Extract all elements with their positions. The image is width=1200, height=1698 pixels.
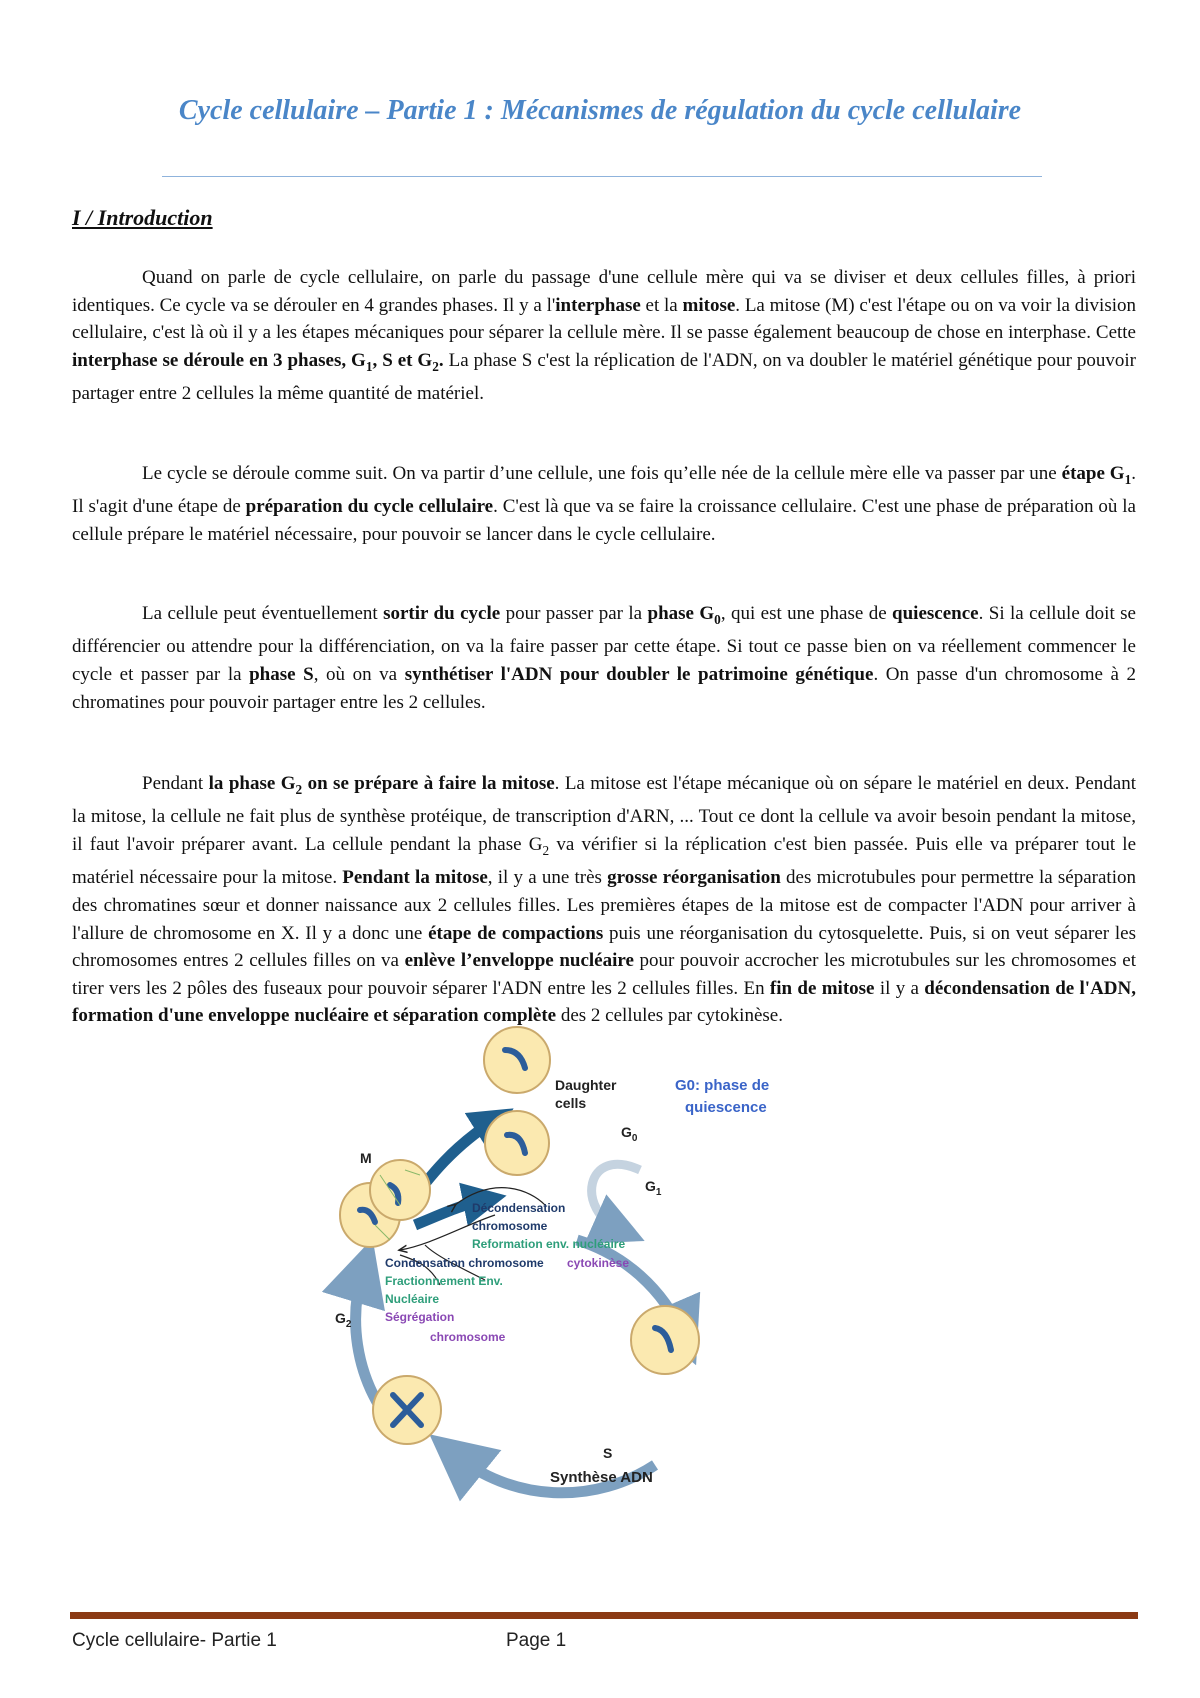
label-g0: $G_0$ (621, 1124, 638, 1144)
text-run: enlève l’enveloppe nucléaire (404, 950, 634, 972)
decondensation-label-2: chromosome (472, 1219, 548, 1233)
text-run: interphase (555, 294, 641, 316)
text-run: 2 (432, 358, 439, 374)
text-run: et la (640, 294, 683, 316)
text-run: . C'est là que va se faire la croissance cellulaire. C'est une phase de préparation où la cellule prépare le matériel nécessaire, pour pouvoir se lancer dans le cycle cellulaire. (72, 496, 1136, 545)
document-title: Cycle cellulaire – Partie 1 : Mécanismes de régulation du cycle cellulaire (178, 95, 1022, 126)
text-run: phase G (647, 603, 715, 624)
text-run: des microtubules pour permettre la séparation des chromatines sœur et donner naissance aux 2 cellules filles. Les premières étapes de la mitose est de compacter l'ADN pour arriver à l'allure de chromosome en X. Il y a donc une (72, 867, 1136, 944)
text-run: on se prépare à faire la mitose (302, 773, 555, 794)
decondensation-label: Décondensation (472, 1201, 566, 1215)
text-run: . (438, 349, 444, 371)
text-run: Pendant la mitose (342, 867, 488, 889)
text-run: , il y a une très (487, 867, 608, 889)
segregation-label: Ségrégation (385, 1310, 455, 1324)
g0-loop-arrow (592, 1164, 640, 1230)
footer-title: Cycle cellulaire- Partie 1 (72, 1630, 277, 1651)
text-run: La cellule peut éventuellement (142, 603, 384, 624)
text-run: grosse réorganisation (607, 867, 781, 889)
paragraph-text (72, 264, 1136, 408)
footer-divider (70, 1612, 1138, 1619)
daughter-cells-label-2: cells (555, 1095, 587, 1111)
daughter-cell-bottom (485, 1111, 549, 1175)
paragraph-text (72, 460, 1136, 549)
cytokinese-label: cytokinèse (567, 1256, 630, 1270)
text-run: pour passer par la (500, 603, 648, 624)
paragraph-text (72, 600, 1136, 716)
text-run: mitose (682, 294, 736, 316)
text-run: , S et G (372, 349, 433, 371)
text-run: . La mitose (M) c'est l'étape ou on va voir la division cellulaire, c'est là où il y a les étapes mécaniques pour séparer la cellule mère. Il se passe également beaucoup de chose en interphase. Cette (72, 294, 1136, 344)
text-run: 1 (1124, 471, 1132, 487)
text-run: 2 (542, 842, 550, 858)
fractionnement-label: Fractionnement Env. (385, 1274, 503, 1288)
reformation-label: Reformation env. nucléaire (472, 1237, 626, 1251)
label-s: S (603, 1445, 613, 1461)
g2-cell (373, 1376, 441, 1444)
text-run: interphase se déroule en 3 phases, G (72, 349, 366, 371)
synthese-label: Synthèse ADN (550, 1469, 653, 1486)
fractionnement-label-2: Nucléaire (385, 1292, 440, 1306)
text-run: synthétiser l'ADN pour doubler le patrimoine génétique (404, 663, 874, 685)
text-run: quiescence (892, 603, 979, 624)
text-run: des 2 cellules par cytokinèse. (556, 1005, 783, 1027)
g0-note-2: quiescence (685, 1099, 767, 1116)
mitosis-cell (340, 1160, 430, 1247)
text-run: sortir du cycle (383, 603, 501, 624)
page-number: Page 1 (506, 1630, 567, 1651)
text-run: 1 (365, 358, 373, 374)
paragraph-4 (72, 770, 1136, 1030)
label-m: M (360, 1150, 372, 1166)
text-run: Pendant (142, 773, 209, 794)
segregation-label-2: chromosome (430, 1330, 506, 1344)
text-run: étape G (1061, 463, 1125, 484)
section-heading: I / Introduction (72, 205, 213, 230)
daughter-cells-label: Daughter (555, 1077, 617, 1093)
paragraph-text (72, 770, 1136, 1030)
cell-cycle-diagram (335, 1077, 865, 1595)
text-run: , où on va (313, 663, 405, 685)
text-run: La phase S c'est la réplication de l'ADN, on va doubler le matériel génétique pour pouvoir partager entre 2 cellules la même quantité de matériel. (72, 349, 1136, 405)
title-divider (162, 176, 1042, 177)
text-run: . La mitose est l'étape mécanique où on sépare le matériel en deux. Pendant la mitose, la cellule ne fait plus de synthèse protéique, de transcription d'ARN, ... Tout ce dont la cellule va avoir besoin pendant la mitose, il faut l'avoir préparer avant. La cellule pendant la phase G (72, 773, 1136, 855)
text-run: puis une réorganisation du cytosquelette. Puis, si on veut séparer les chromosomes entres 2 cellules filles on va (72, 922, 1136, 972)
text-run: étape de compactions (428, 922, 604, 944)
label-g1: $G_1$ (645, 1178, 662, 1198)
text-run: , qui est une phase de (720, 603, 893, 624)
text-run: . On passe d'un chromosome à 2 chromatines pour pouvoir partager entre les 2 cellules. (72, 663, 1136, 713)
text-run: 2 (295, 781, 303, 797)
condensation-label: Condensation chromosome (385, 1256, 544, 1270)
text-run: la phase G (208, 773, 296, 794)
text-run: . Si la cellule doit se différencier ou attendre pour la différenciation, on va la faire passer par cette étape. Si tout ce passe bien on va réellement commencer le cycle et passer par la (72, 603, 1136, 685)
g0-note: G0: phase de (675, 1077, 770, 1094)
text-run: va vérifier si la réplication c'est bien passée. Puis elle va préparer tout le matériel nécessaire pour la mitose. (72, 833, 1136, 889)
text-run: décondensation de l'ADN, formation d'une enveloppe nucléaire et séparation complète (72, 977, 1137, 1027)
paragraph-2 (72, 460, 1136, 549)
label-g2: $G_2$ (335, 1310, 352, 1330)
text-run: Quand on parle de cycle cellulaire, on parle du passage d'une cellule mère qui va se diviser et deux cellules filles, à priori identiques. Ce cycle va se dérouler en 4 grandes phases. Il y a l' (72, 267, 1136, 316)
text-run: il y a (874, 977, 925, 999)
text-run: 0 (714, 611, 721, 627)
text-run: préparation du cycle cellulaire (245, 496, 494, 518)
paragraph-3 (72, 600, 1136, 716)
text-run: Le cycle se déroule comme suit. On va partir d’une cellule, une fois qu’elle née de la cellule mère elle va passer par une (142, 463, 1062, 484)
paragraph-1 (72, 264, 1136, 408)
daughter-cell-top (484, 1027, 550, 1093)
text-run: phase S (249, 663, 314, 685)
g1-cell (631, 1306, 699, 1374)
text-run: pour pouvoir accrocher les microtubules sur les chromosomes et tirer vers les 2 pôles des fuseaux pour pouvoir séparer l'ADN entre les 2 cellules filles. En (72, 950, 1136, 999)
text-run: fin de mitose (769, 977, 875, 999)
text-run: . Il s'agit d'une étape de (72, 463, 1136, 518)
